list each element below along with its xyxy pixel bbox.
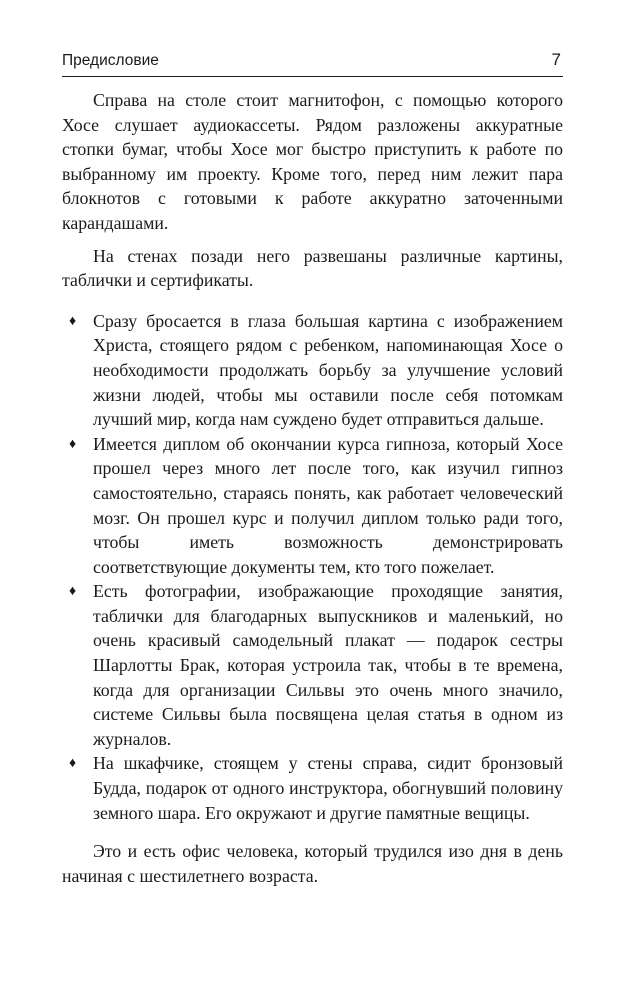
- diamond-bullet-icon: ♦: [69, 584, 77, 600]
- body-paragraph: Справа на столе стоит магнитофон, с помощью которого Хосе слушает аудиокассеты. Рядом разложены аккуратные стопки бумаг, чтобы Хосе мог быстро приступить к работе по выбранному им проекту. Кроме того, перед ним лежит пара блокнотов с готовыми к работе аккуратно заточенными карандашами.: [62, 90, 563, 233]
- list-item: [62, 751, 563, 825]
- running-header: [62, 50, 563, 77]
- diamond-bullet-icon: ♦: [69, 756, 77, 772]
- list-item: [62, 309, 563, 432]
- chapter-title: Предисловие: [62, 52, 159, 69]
- closing-paragraph: Это и есть офис человека, который трудился изо дня в день начиная с шестилетнего возраста.: [62, 841, 563, 886]
- list-item-text: На шкафчике, стоящем у стены справа, сидит бронзовый Будда, подарок от одного инструктора, обогнувший половину земного шара. Его окружают и другие памятные вещицы.: [93, 753, 563, 823]
- diamond-bullet-icon: ♦: [69, 313, 77, 329]
- page-number: 7: [551, 50, 561, 69]
- diamond-bullet-icon: ♦: [69, 436, 77, 452]
- list-item: [62, 432, 563, 580]
- list-item-text: Имеется диплом об окончании курса гипноза, который Хосе прошел через много лет после того, как изучил гипноз самостоятельно, стараясь понять, как работает человеческий мозг. Он прошел курс и получил диплом только ради того, чтобы иметь возможность демонстрировать соответствующие документы тем, кто того пожелает.: [93, 433, 563, 577]
- body-paragraph: На стенах позади него развешаны различные картины, таблички и сертификаты.: [62, 245, 563, 291]
- list-item: [62, 579, 563, 751]
- list-item-text: Сразу бросается в глаза большая картина с изображением Христа, стоящего рядом с ребенком, напоминающая Хосе о необходимости продолжать борьбу за улучшение условий жизни людей, чтобы мы оставили после себя потомкам лучший мир, когда нам суждено будет отправиться дальше.: [93, 310, 563, 430]
- bullet-list: [62, 309, 563, 825]
- list-item-text: Есть фотографии, изображающие проходящие занятия, таблички для благодарных выпускников и маленький, но очень красивый самодельный плакат — подарок сестры Шарлотты Брак, которая устроила так, чтобы в те времена, когда для организации Сильвы это очень много значило, системе Сильвы была посвящена целая статья в одном из журналов.: [93, 581, 563, 749]
- page-body: [62, 88, 563, 888]
